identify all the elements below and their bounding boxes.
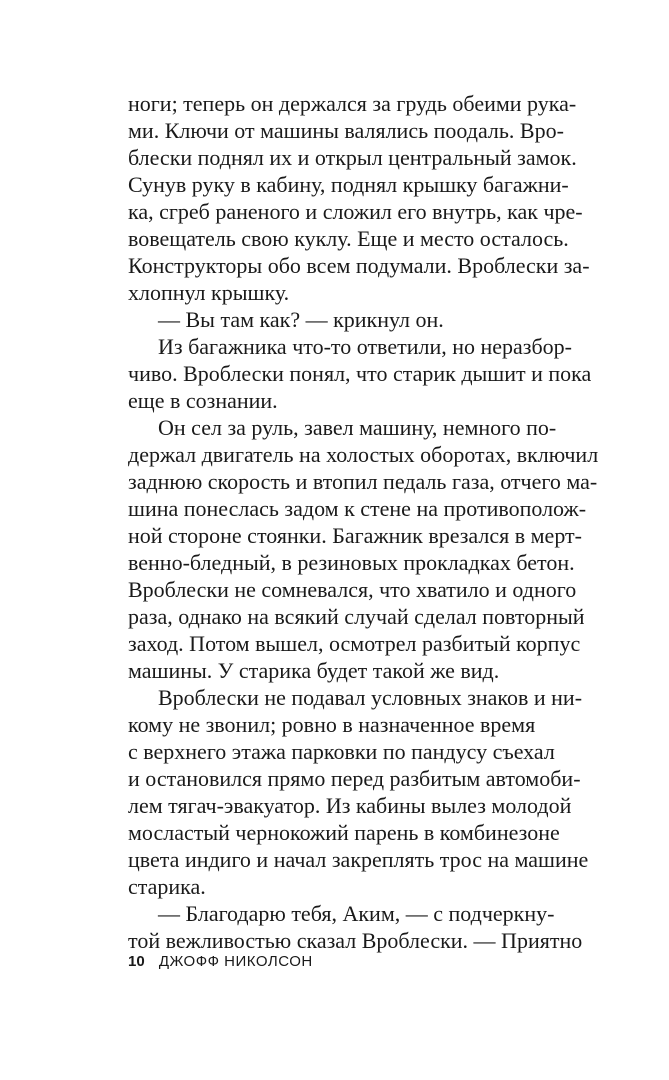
text-line: раза, однако на всякий случай сделал повторный <box>128 604 585 629</box>
text-line: ной стороне стоянки. Багажник врезался в мерт- <box>128 523 582 548</box>
text-line: Вроблески не подавал условных знаков и ни- <box>158 685 583 710</box>
text-line: Из багажника что-то ответили, но неразбор- <box>158 334 573 359</box>
text-line: заднюю скорость и втопил педаль газа, отчего ма- <box>128 469 598 494</box>
text-line: машины. У старика будет такой же вид. <box>128 658 500 683</box>
text-line: Он сел за руль, завел машину, немного по- <box>158 415 557 440</box>
text-line: с верхнего этажа парковки по пандусу съехал <box>128 739 555 764</box>
text-line: венно-бледный, в резиновых прокладках бетон. <box>128 550 575 575</box>
text-line: блески поднял их и открыл центральный замок. <box>128 145 577 170</box>
text-line: кому не звонил; ровно в назначенное время <box>128 712 536 737</box>
text-line: еще в сознании. <box>128 388 278 413</box>
text-line: вовещатель свою куклу. Еще и место осталось. <box>128 226 569 251</box>
text-line: Конструкторы обо всем подумали. Вроблески за- <box>128 253 590 278</box>
text-line: ка, сгреб раненого и сложил его внутрь, как чре- <box>128 199 583 224</box>
running-footer <box>128 952 313 972</box>
text-line: держал двигатель на холостых оборотах, включил <box>128 442 598 467</box>
text-line: — Вы там как? — крикнул он. <box>158 307 444 332</box>
text-line: Вроблески не сомневался, что хватило и одного <box>128 577 577 602</box>
text-line: чиво. Вроблески понял, что старик дышит и пока <box>128 361 592 386</box>
text-line: ми. Ключи от машины валялись поодаль. Вро- <box>128 118 564 143</box>
body-text <box>128 90 598 954</box>
text-line: ноги; теперь он держался за грудь обеими рука- <box>128 91 577 116</box>
text-line: цвета индиго и начал закреплять трос на машине <box>128 847 589 872</box>
text-line: заход. Потом вышел, осмотрел разбитый корпус <box>128 631 581 656</box>
text-line: Сунув руку в кабину, поднял крышку багажни- <box>128 172 569 197</box>
text-line: шина понеслась задом к стене на противополож- <box>128 496 587 521</box>
text-line: старика. <box>128 874 206 899</box>
author-name: ДЖОФФ НИКОЛСОН <box>158 953 313 970</box>
text-line: лем тягач-эвакуатор. Из кабины вылез молодой <box>128 793 572 818</box>
text-line: хлопнул крышку. <box>128 280 290 305</box>
text-line: — Благодарю тебя, Аким, — с подчеркну- <box>158 901 555 926</box>
text-line: той вежливостью сказал Вроблески. — Приятно <box>128 928 583 953</box>
text-line: мосластый чернокожий парень в комбинезоне <box>128 820 560 845</box>
text-line: и остановился прямо перед разбитым автомоби- <box>128 766 581 791</box>
page-number: 10 <box>128 953 145 970</box>
